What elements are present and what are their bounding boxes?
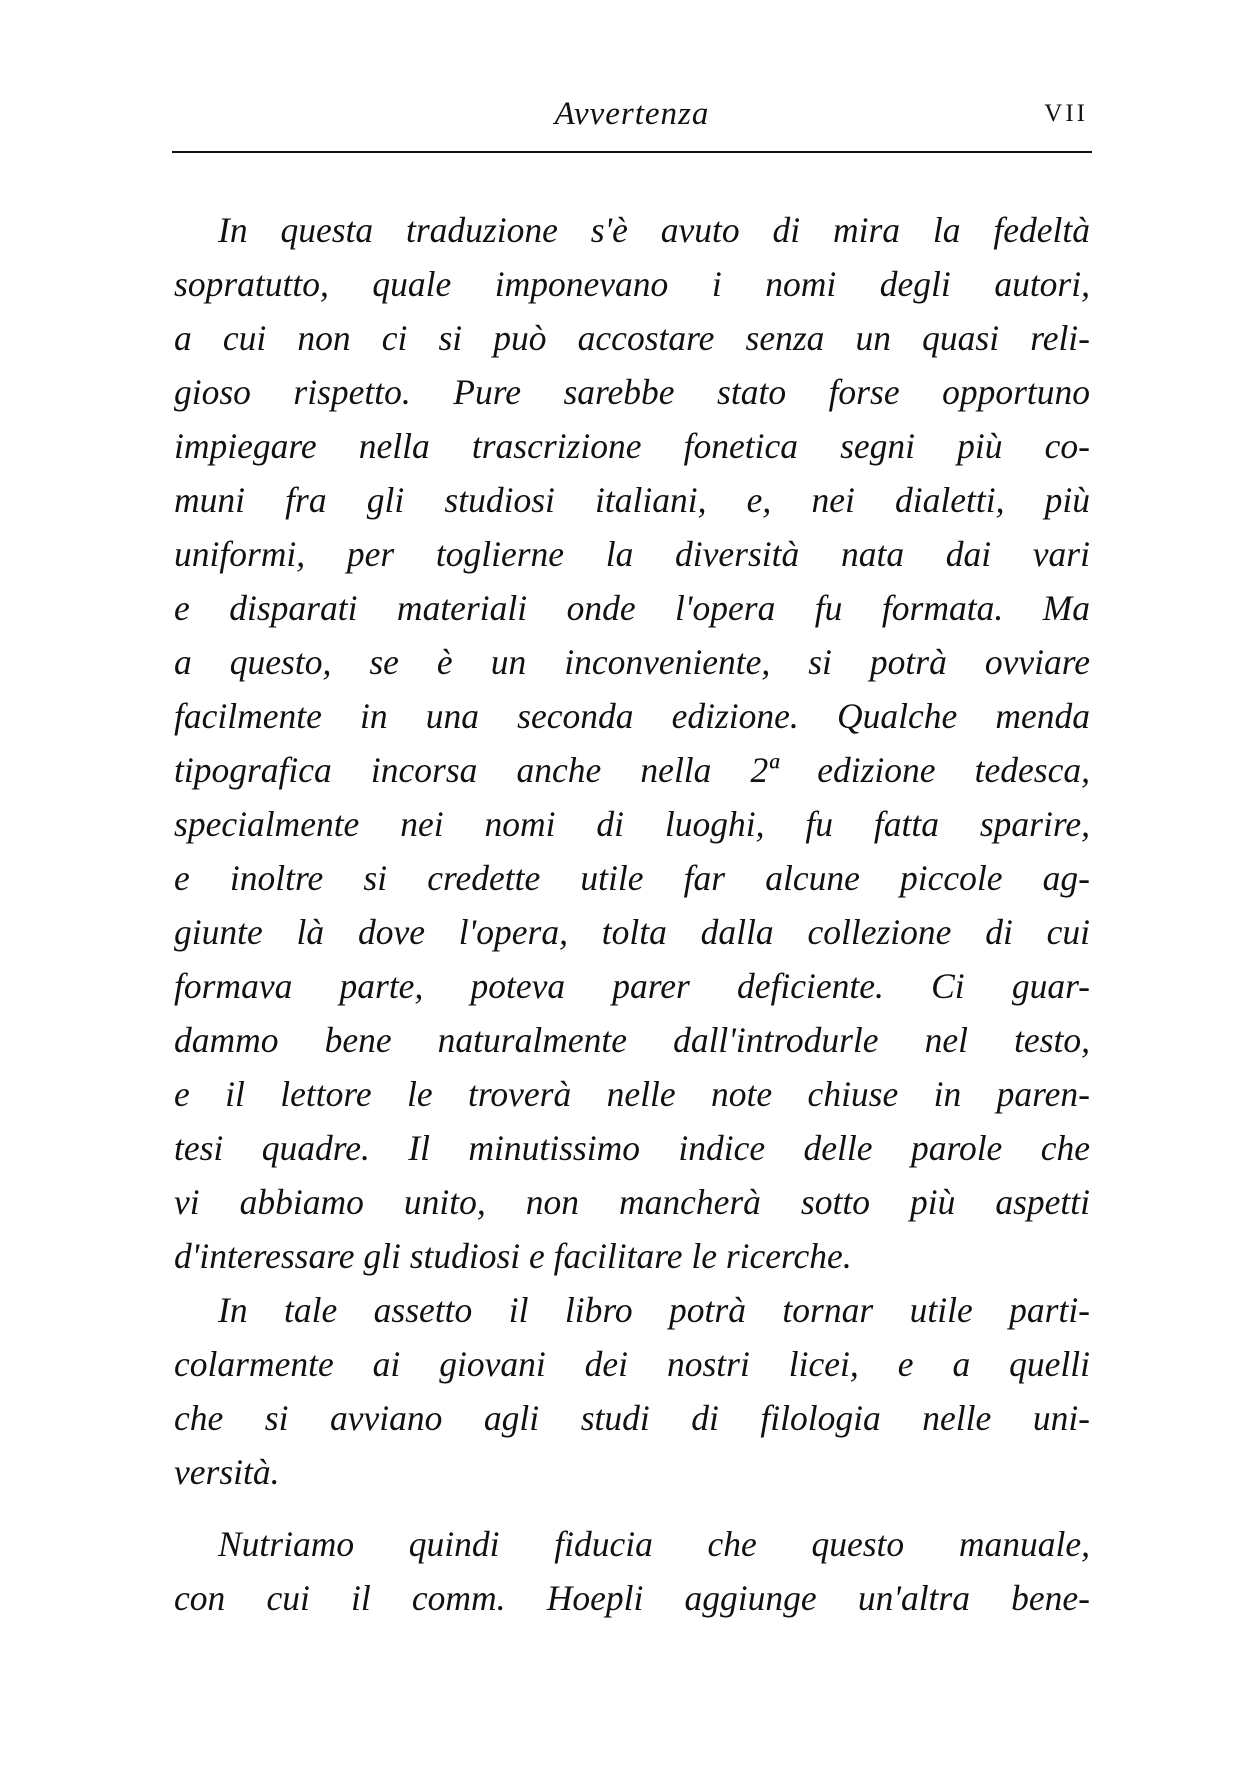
text-line: giunte là dove l'opera, tolta dalla collezione di cui xyxy=(174,912,1090,952)
header-rule xyxy=(172,151,1092,153)
text-line: versità. xyxy=(174,1452,280,1492)
text-line: e il lettore le troverà nelle note chiuse in paren- xyxy=(174,1074,1090,1114)
text-line: d'interessare gli studiosi e facilitare le ricerche. xyxy=(174,1236,852,1276)
paragraph-gap xyxy=(174,1499,1090,1517)
text-line: che si avviano agli studi di filologia nelle uni- xyxy=(174,1398,1090,1438)
text-line: specialmente nei nomi di luoghi, fu fatta sparire, xyxy=(174,804,1090,844)
text-line: In tale assetto il libro potrà tornar utile parti- xyxy=(218,1290,1090,1330)
text-line: facilmente in una seconda edizione. Qualche menda xyxy=(174,696,1090,736)
text-line: gioso rispetto. Pure sarebbe stato forse opportuno xyxy=(174,372,1090,412)
text-line: con cui il comm. Hoepli aggiunge un'altra bene- xyxy=(174,1578,1090,1618)
paragraph-2 xyxy=(174,1283,1090,1499)
text-line: formava parte, poteva parer deficiente. Ci guar- xyxy=(174,966,1090,1006)
text-line: Nutriamo quindi fiducia che questo manuale, xyxy=(218,1524,1090,1564)
running-head xyxy=(172,92,1092,152)
text-line: e disparati materiali onde l'opera fu formata. Ma xyxy=(174,588,1090,628)
text-line: uniformi, per toglierne la diversità nata dai vari xyxy=(174,534,1090,574)
text-line: sopratutto, quale imponevano i nomi degli autori, xyxy=(174,264,1090,304)
text-line: a cui non ci si può accostare senza un quasi reli- xyxy=(174,318,1090,358)
text-line: tesi quadre. Il minutissimo indice delle parole che xyxy=(174,1128,1090,1168)
text-line: muni fra gli studiosi italiani, e, nei dialetti, più xyxy=(174,480,1090,520)
text-line: impiegare nella trascrizione fonetica segni più co- xyxy=(174,426,1090,466)
text-line: colarmente ai giovani dei nostri licei, e a quelli xyxy=(174,1344,1090,1384)
text-line: tipografica incorsa anche nella 2ª edizione tedesca, xyxy=(174,750,1090,790)
paragraph-3 xyxy=(174,1517,1090,1625)
body-text xyxy=(174,203,1090,1625)
running-title: Avvertenza xyxy=(554,96,710,132)
text-line: dammo bene naturalmente dall'introdurle nel testo, xyxy=(174,1020,1090,1060)
text-line: a questo, se è un inconveniente, si potrà ovviare xyxy=(174,642,1090,682)
page-number: VII xyxy=(1044,100,1088,127)
text-line: e inoltre si credette utile far alcune piccole ag- xyxy=(174,858,1090,898)
text-line: In questa traduzione s'è avuto di mira la fedeltà xyxy=(218,210,1090,250)
paragraph-1 xyxy=(174,203,1090,1283)
text-line: vi abbiamo unito, non mancherà sotto più aspetti xyxy=(174,1182,1090,1222)
